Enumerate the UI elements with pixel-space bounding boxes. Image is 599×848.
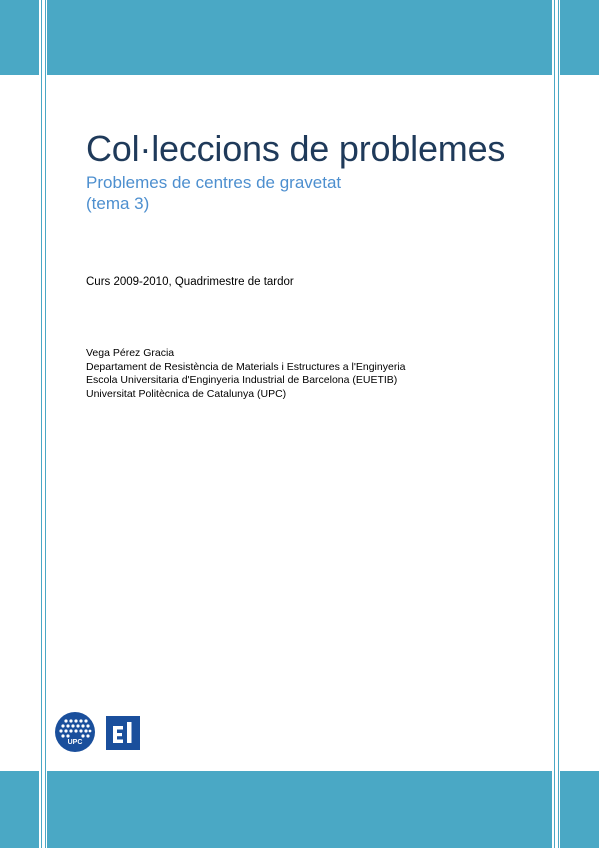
ei-logo-icon [106,716,140,750]
course-info: Curs 2009-2010, Quadrimestre de tardor [86,276,294,288]
author-school: Escola Universitaria d'Enginyeria Industrial de Barcelona (EUETIB) [86,374,398,386]
author-department: Departament de Resistència de Materials i Estructures a l'Enginyeria [86,360,406,373]
vertical-rule [45,0,46,848]
author-name: Vega Pérez Gracia [86,347,175,359]
bottom-right-band [560,771,599,848]
author-block [86,347,406,401]
upc-logo-icon [55,712,95,752]
vertical-rule [558,0,559,848]
bottom-center-band [47,771,552,848]
author-university: Universitat Politècnica de Catalunya (UPC) [86,387,287,400]
vertical-rule [554,0,555,848]
bottom-left-band [0,771,39,848]
vertical-rule [41,0,42,848]
top-center-band [47,0,552,75]
top-right-band [560,0,599,75]
subtitle-topic: (tema 3) [86,194,150,213]
document-title: Col·leccions de problemes [86,128,506,169]
top-left-band [0,0,39,75]
document-subtitle [86,172,341,214]
subtitle-line: Problemes de centres de gravetat [86,173,342,192]
upc-logo-text: UPC [67,739,83,746]
